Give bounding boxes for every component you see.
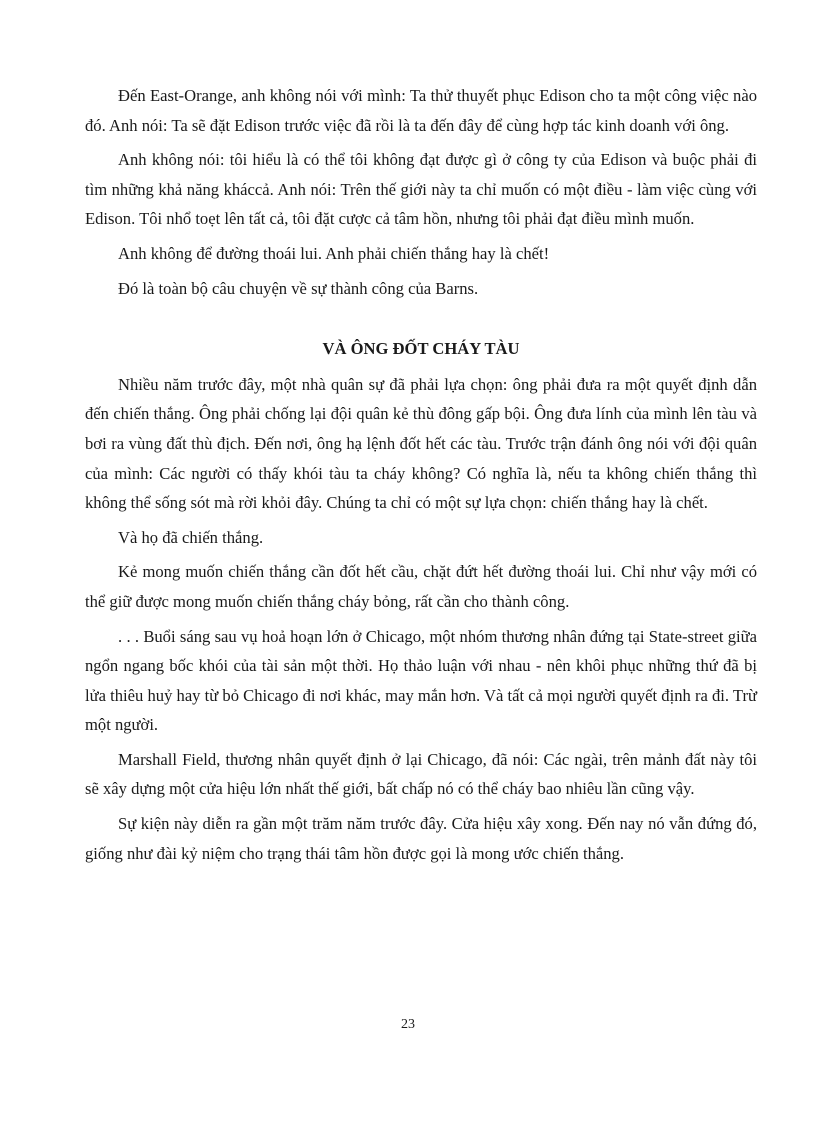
section-edison-story [85,81,757,303]
paragraph: Kẻ mong muốn chiến thắng cần đốt hết cầu, chặt đứt hết đường thoái lui. Chỉ như vậy mới có thể giữ được mong muốn chiến thắng cháy bỏng, rất cần cho thành công. [85,562,757,611]
paragraph: Và họ đã chiến thắng. [118,527,264,547]
paragraph: Sự kiện này diễn ra gần một trăm năm trước đây. Cửa hiệu xây xong. Đến nay nó vẫn đứng đó, giống như đài kỷ niệm cho trạng thái tâm hồn được gọi là mong ước chiến thắng. [85,814,757,863]
page-number: 23 [401,1017,415,1032]
paragraph: Đến East-Orange, anh không nói với mình: Ta thử thuyết phục Edison cho ta một công việc nào đó. Anh nói: Ta sẽ đặt Edison trước việc đã rồi là ta đến đây để cùng hợp tác kinh doanh với ông. [85,86,757,135]
paragraph: Anh không để đường thoái lui. Anh phải chiến thắng hay là chết! [118,243,550,263]
paragraph: . . . Buổi sáng sau vụ hoả hoạn lớn ở Chicago, một nhóm thương nhân đứng tại State-street giữa ngổn ngang bốc khói của tài sản một thời. Họ thảo luận với nhau - nên khôi phục những thứ đã bị lửa thiêu huỷ hay từ bỏ Chicago đi nơi khác, may mắn hơn. Và tất cả mọi người quyết định ra đi. Trừ một người. [85,626,757,735]
paragraph: Anh không nói: tôi hiểu là có thể tôi không đạt được gì ở công ty của Edison và buộc phải đi tìm những khả năng kháccả. Anh nói: Trên thế giới này ta chỉ muốn có một điều - làm việc cùng với Edison. Tôi nhổ toẹt lên tất cả, tôi đặt cược cả tâm hồn, nhưng tôi phải đạt điều mình muốn. [85,150,757,229]
paragraph: Marshall Field, thương nhân quyết định ở lại Chicago, đã nói: Các ngài, trên mảnh đất này tôi sẽ xây dựng một cửa hiệu lớn nhất thế giới, bất chấp nó có thể cháy bao nhiêu lần cũng vậy. [85,749,757,799]
section-heading: VÀ ÔNG ĐỐT CHÁY TÀU [322,339,520,359]
paragraph: Nhiều năm trước đây, một nhà quân sự đã phải lựa chọn: ông phải đưa ra một quyết định dẫn đến chiến thắng. Ông phải chống lại đội quân kẻ thù đông gấp bội. Ông đưa lính của mình lên tàu và bơi ra vùng đất thù địch. Đến nơi, ông hạ lệnh đốt hết các tàu. Trước trận đánh ông nói với đội quân của mình: Các người có thấy khói tàu ta cháy không? Có nghĩa là, nếu ta không chiến thắng thì không thể sống sót mà rời khỏi đây. Chúng ta chỉ có một sự lựa chọn: chiến thắng hay là chết. [85,374,757,513]
paragraph: Đó là toàn bộ câu chuyện về sự thành công của Barns. [118,278,479,298]
section-burn-ships [85,370,757,869]
